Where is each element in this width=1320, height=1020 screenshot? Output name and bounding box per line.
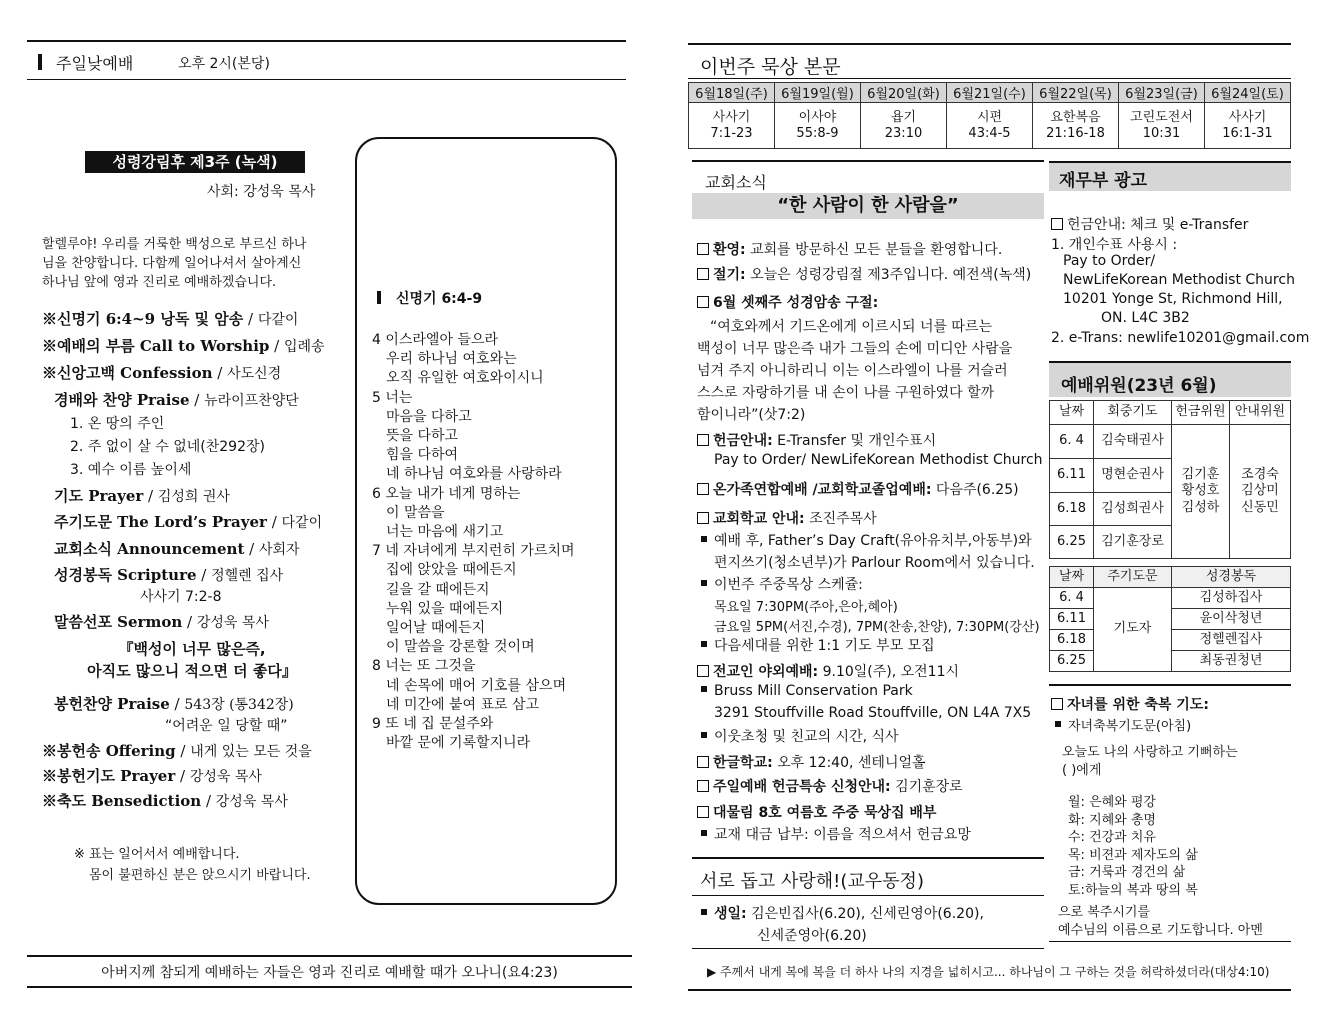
scripture-bar-mark bbox=[377, 291, 381, 304]
checkbox-icon bbox=[697, 780, 709, 792]
news-joint-head: 온가족연합예배 /교회학교졸업예배: bbox=[713, 482, 932, 498]
finance-head: 헌금안내: 체크 및 e-Transfer bbox=[1051, 214, 1248, 234]
news-school-head: 교회학교 안내: bbox=[713, 511, 805, 527]
meditation-book: 사사기 bbox=[712, 109, 751, 125]
scripture-line: 6 오늘 내가 네게 명하는 bbox=[372, 485, 521, 502]
order-name: 말씀선포 Sermon bbox=[54, 613, 183, 631]
order-detail: 정헬렌 집사 bbox=[211, 568, 284, 584]
order-item bbox=[42, 740, 312, 761]
news-picnic-head: 전교인 야외예배: bbox=[713, 664, 819, 680]
scripture-box-title: 신명기 6:4-9 bbox=[396, 291, 483, 307]
presider: 사회: 강성욱 목사 bbox=[207, 184, 316, 200]
memory-line: 백성이 너무 많은즉 내가 그들의 손에 미디안 사람을 bbox=[697, 341, 1013, 357]
news-school bbox=[697, 508, 877, 528]
child-prayer-day: 금: 거룩과 경건의 삶 bbox=[1068, 865, 1186, 881]
scripture-line: 힘을 다하여 bbox=[386, 447, 459, 464]
school-item: 예배 후, Father’s Day Craft(유아유치부,아동부)와 bbox=[701, 530, 1032, 550]
order-name: ※축도 Bensediction bbox=[42, 792, 202, 810]
picnic-place: Bruss Mill Conservation Park bbox=[701, 683, 913, 699]
meditation-passage bbox=[775, 103, 861, 149]
staff-header: 회중기도 bbox=[1094, 401, 1172, 425]
meditation-date: 6월22일(목) bbox=[1033, 83, 1119, 103]
order-name: 봉헌찬양 Praise bbox=[54, 695, 170, 713]
meditation-verse: 10:31 bbox=[1142, 125, 1181, 141]
news-joint bbox=[697, 479, 1019, 499]
week-title: 성령강림후 제3주 (녹색) bbox=[85, 151, 305, 173]
news-special-head: 주일예배 헌금특송 신청안내: bbox=[713, 779, 891, 795]
scripture-line: 네 하나님 여호와를 사랑하라 bbox=[386, 466, 562, 483]
meditation-verse: 43:4-5 bbox=[968, 125, 1011, 141]
meditation-sub-rule bbox=[688, 78, 1291, 79]
finance-email: 2. e-Trans: newlife10201@gmail.com bbox=[1051, 330, 1310, 346]
scripture-line: 길을 갈 때에든지 bbox=[386, 581, 490, 598]
finance-line: 1. 개인수표 사용시 : bbox=[1051, 237, 1178, 253]
memory-line: “여호와께서 기드온에게 이르시되 너를 따르는 bbox=[710, 319, 993, 335]
order-sep: / bbox=[196, 566, 212, 584]
order-name: ※신명기 6:4~9 낭독 및 암송 bbox=[42, 310, 244, 328]
prayer-parents: 다음세대를 위한 1:1 기도 부모 모집 bbox=[701, 635, 935, 655]
staff-date: 6.11 bbox=[1050, 459, 1094, 493]
meditation-passage bbox=[689, 103, 775, 149]
header-bar-mark bbox=[38, 54, 42, 70]
reader-name: 윤이삭청년 bbox=[1172, 609, 1291, 630]
checkbox-icon bbox=[697, 512, 709, 524]
order-detail: 543장 (통342장) bbox=[184, 697, 294, 713]
finance-line: Pay to Order/ bbox=[1063, 253, 1156, 269]
child-prayer-end: 으로 복주시기를 bbox=[1058, 905, 1151, 920]
news-special bbox=[697, 776, 963, 796]
memory-line: 넘겨 주지 아니하리니 이는 이스라엘이 나를 거슬러 bbox=[697, 363, 1008, 379]
meditation-date: 6월18일(주) bbox=[689, 83, 775, 103]
bullet-icon bbox=[701, 536, 707, 542]
news-offering-text: E-Transfer 및 개인수표시 bbox=[772, 433, 937, 449]
news-school-text: 조진주목사 bbox=[804, 511, 877, 527]
order-name: ※봉헌송 Offering bbox=[42, 742, 176, 760]
header-top-rule bbox=[27, 40, 626, 42]
order-name: ※신앙고백 Confession bbox=[42, 364, 213, 382]
meditation-verse: 21:16-18 bbox=[1046, 125, 1105, 141]
order-item bbox=[42, 765, 262, 786]
meditation-verse: 23:10 bbox=[884, 125, 923, 141]
scripture-line: 7 네 자녀에게 부지런히 가르치며 bbox=[372, 543, 575, 560]
order-sep: / bbox=[244, 540, 259, 558]
news-season-head: 절기: bbox=[713, 267, 746, 283]
staff-date: 6.25 bbox=[1050, 526, 1094, 559]
order-sep: / bbox=[169, 695, 185, 713]
order-sep: / bbox=[143, 487, 158, 505]
order-name: 주기도문 The Lord’s Prayer bbox=[54, 513, 267, 531]
scripture-line: 이 말씀을 강론할 것이며 bbox=[386, 639, 535, 656]
child-prayer-day: 토:하늘의 복과 땅의 복 bbox=[1068, 883, 1198, 898]
scripture-ref: 사사기 7:2-8 bbox=[140, 589, 222, 605]
note-sitting: 몸이 불편하신 분은 앉으시기 바랍니다. bbox=[89, 868, 311, 883]
child-prayer-sub: 자녀축복기도문(아침) bbox=[1055, 715, 1191, 734]
meditation-table bbox=[688, 82, 1291, 149]
news-season-text: 오늘은 성령강림절 제3주입니다. 예전색(녹색) bbox=[745, 267, 1032, 283]
service-time: 오후 2시(본당) bbox=[178, 56, 270, 72]
scripture-line: 이 말씀을 bbox=[386, 504, 445, 521]
meditation-book: 고린도전서 bbox=[1130, 109, 1193, 125]
checkbox-icon bbox=[697, 296, 709, 308]
scripture-line: 바깥 문에 기록할지니라 bbox=[386, 735, 531, 752]
meditation-passage bbox=[861, 103, 947, 149]
scripture-line: 9 또 네 집 문설주와 bbox=[372, 716, 494, 732]
order-detail: 다같이 bbox=[281, 515, 323, 531]
child-prayer-bottom-rule bbox=[1049, 941, 1291, 942]
order-sep: / bbox=[269, 337, 284, 355]
reader-header-row bbox=[1050, 567, 1291, 588]
checkbox-icon bbox=[697, 243, 709, 255]
order-item bbox=[54, 611, 269, 632]
checkbox-icon bbox=[697, 665, 709, 677]
order-sep: / bbox=[243, 310, 258, 328]
order-sep: / bbox=[175, 742, 191, 760]
praise-song: 2. 주 없이 살 수 없네(찬292장) bbox=[70, 439, 265, 455]
scripture-line: 4 이스라엘아 들으라 bbox=[372, 332, 498, 348]
intro-line-2: 님을 찬양합니다. 다함께 일어나셔서 살아계신 bbox=[42, 256, 302, 271]
staff-table bbox=[1049, 400, 1291, 559]
bullet-icon bbox=[701, 686, 707, 692]
order-name: 성경봉독 Scripture bbox=[54, 566, 197, 584]
fellowship-bottom-rule bbox=[692, 948, 1044, 949]
reader-name: 김성하집사 bbox=[1172, 588, 1291, 609]
news-picnic-text: 9.10일(주), 오전11시 bbox=[818, 664, 960, 680]
scripture-line: 네 손목에 매어 기호를 삼으며 bbox=[386, 677, 567, 694]
school-item-cont: 편지쓰기(청소년부)가 Parlour Room에서 있습니다. bbox=[714, 555, 1035, 571]
intro-line-3: 하나님 앞에 영과 진리로 예배하겠습니다. bbox=[42, 275, 277, 290]
checkbox-icon bbox=[697, 268, 709, 280]
finance-line: NewLifeKorean Methodist Church bbox=[1063, 272, 1295, 288]
memory-line: 함이니라”(삿7:2) bbox=[697, 407, 806, 423]
order-item bbox=[54, 564, 283, 585]
scripture-line: 5 너는 bbox=[372, 389, 413, 406]
booklet-item: 교재 대금 납부: 이름을 적으셔서 헌금요망 bbox=[701, 824, 971, 844]
reader-date: 6. 4 bbox=[1050, 588, 1094, 609]
order-name: 기도 Prayer bbox=[54, 487, 144, 505]
fellowship-top-rule bbox=[692, 857, 1044, 859]
bullet-icon bbox=[701, 830, 707, 836]
news-memory-head: 6월 셋째주 성경암송 구절: bbox=[713, 295, 879, 311]
right-footer-rule bbox=[688, 989, 1291, 991]
order-name: ※예배의 부름 Call to Worship bbox=[42, 337, 270, 355]
staff-title: 예배위원(23년 6월) bbox=[1061, 376, 1217, 396]
order-item bbox=[54, 538, 300, 559]
fellowship-title: 서로 돕고 사랑해!(교우동정) bbox=[700, 871, 924, 892]
child-prayer-rule bbox=[1049, 684, 1291, 686]
usher-team: 조경숙 김상미 신동민 bbox=[1230, 425, 1291, 559]
schedule-head: 이번주 주중목상 스케쥴: bbox=[701, 574, 863, 594]
child-prayer-day: 수: 건강과 치유 bbox=[1068, 830, 1156, 846]
order-detail: 뉴라이프찬양단 bbox=[204, 393, 299, 409]
scripture-line: 누워 있을 때에든지 bbox=[386, 600, 504, 617]
news-hangul-head: 한글학교: bbox=[713, 755, 773, 771]
reader-date: 6.25 bbox=[1050, 651, 1094, 672]
schedule-thu: 목요일 7:30PM(주아,은아,혜아) bbox=[714, 600, 898, 615]
order-detail: 내게 있는 모든 것을 bbox=[190, 744, 312, 760]
scripture-line: 너는 마음에 새기고 bbox=[386, 524, 504, 540]
meditation-passage bbox=[1033, 103, 1119, 149]
order-sep: / bbox=[182, 613, 197, 631]
news-picnic bbox=[697, 661, 959, 681]
staff-prayer: 명현순권사 bbox=[1094, 459, 1172, 493]
meditation-book: 요한복음 bbox=[1050, 109, 1101, 125]
child-prayer-line: 오늘도 나의 사랑하고 기뻐하는 bbox=[1062, 745, 1238, 760]
reader-header: 주기도문 bbox=[1094, 567, 1172, 588]
staff-prayer: 김숙태권사 bbox=[1094, 425, 1172, 459]
checkbox-icon bbox=[1051, 218, 1063, 230]
picnic-address: 3291 Stouffville Road Stouffville, ON L4A 7X5 bbox=[714, 705, 1032, 721]
order-item bbox=[42, 308, 298, 329]
order-item bbox=[54, 693, 294, 714]
meditation-date: 6월20일(화) bbox=[861, 83, 947, 103]
reader-name: 정헬렌집사 bbox=[1172, 630, 1291, 651]
reader-name: 최동권청년 bbox=[1172, 651, 1291, 672]
scripture-line: 집에 앉았을 때에든지 bbox=[386, 562, 517, 579]
news-offering bbox=[697, 430, 936, 450]
note-standing: ※ 표는 일어서서 예배합니다. bbox=[74, 847, 240, 862]
meditation-date: 6월19일(월) bbox=[775, 83, 861, 103]
news-welcome bbox=[697, 239, 1002, 259]
lords-prayer-leader: 기도자 bbox=[1094, 588, 1172, 672]
order-detail: 강성욱 목사 bbox=[196, 615, 269, 631]
staff-header: 헌금위원 bbox=[1172, 401, 1230, 425]
meditation-passage bbox=[1205, 103, 1291, 149]
staff-header-row bbox=[1050, 401, 1291, 425]
news-offering-head: 헌금안내: bbox=[713, 433, 773, 449]
sermon-title-2: 아직도 많으니 적으면 더 좋다』 bbox=[87, 662, 297, 680]
child-prayer-end: 예수님의 이름으로 기도합니다. 아멘 bbox=[1058, 923, 1263, 938]
order-sep: / bbox=[175, 767, 190, 785]
bullet-icon bbox=[701, 732, 707, 738]
scripture-line: 일어날 때에든지 bbox=[386, 620, 486, 636]
meditation-verse: 16:1-31 bbox=[1222, 125, 1273, 141]
meditation-passage bbox=[947, 103, 1033, 149]
news-season bbox=[697, 264, 1031, 284]
reader-date: 6.18 bbox=[1050, 630, 1094, 651]
meditation-verse: 55:8-9 bbox=[796, 125, 839, 141]
right-footer-verse: ▶ 주께서 내게 복에 복을 더 하사 나의 지경을 넓히시고... 하나님이 그 구하는 것을 허락하셨더라(대상4:10) bbox=[707, 965, 1270, 979]
meditation-date-row bbox=[689, 83, 1291, 103]
left-footer-rule-top bbox=[27, 955, 632, 957]
child-prayer-line: ( )에게 bbox=[1062, 763, 1102, 778]
order-item bbox=[54, 511, 322, 532]
picnic-invite: 이웃초청 및 친교의 시간, 식사 bbox=[701, 726, 899, 746]
intro-line-1: 할렐루야! 우리를 거룩한 백성으로 부르신 하나 bbox=[42, 237, 307, 252]
finance-line: 10201 Yonge St, Richmond Hill, bbox=[1063, 291, 1283, 307]
header-bottom-rule bbox=[27, 79, 626, 80]
order-detail: 김성희 권사 bbox=[157, 489, 230, 505]
news-special-text: 김기훈장로 bbox=[890, 779, 963, 795]
order-detail: 사회자 bbox=[258, 542, 300, 558]
order-item bbox=[42, 362, 281, 383]
service-title: 주일낮예배 bbox=[56, 54, 134, 73]
news-hangul-text: 오후 12:40, 센테니얼홀 bbox=[772, 755, 926, 771]
meditation-passage bbox=[1119, 103, 1205, 149]
staff-prayer: 김성희권사 bbox=[1094, 493, 1172, 526]
order-sep: / bbox=[201, 792, 216, 810]
praise-song: 1. 온 땅의 주인 bbox=[70, 416, 165, 432]
finance-line: ON. L4C 3B2 bbox=[1101, 310, 1190, 326]
order-name: ※봉헌기도 Prayer bbox=[42, 767, 176, 785]
birthday-line bbox=[701, 903, 984, 923]
order-item bbox=[42, 790, 288, 811]
order-name: 교회소식 Announcement bbox=[54, 540, 245, 558]
reader-header: 날짜 bbox=[1050, 567, 1094, 588]
reader-row bbox=[1050, 588, 1291, 609]
scripture-line: 우리 하나님 여호와는 bbox=[386, 351, 517, 368]
staff-header: 안내위원 bbox=[1230, 401, 1291, 425]
meditation-book: 이사야 bbox=[798, 109, 837, 125]
birthday-head: 생일: bbox=[714, 906, 747, 922]
bullet-icon bbox=[1055, 721, 1061, 727]
checkbox-icon bbox=[697, 756, 709, 768]
checkbox-icon bbox=[697, 806, 709, 818]
news-top-rule bbox=[692, 160, 1044, 162]
meditation-date: 6월21일(수) bbox=[947, 83, 1033, 103]
child-prayer-day: 목: 비젼과 제자도의 삶 bbox=[1068, 847, 1198, 863]
reader-table bbox=[1049, 566, 1291, 672]
staff-header: 날짜 bbox=[1050, 401, 1094, 425]
meditation-passage-row bbox=[689, 103, 1291, 149]
order-sep: / bbox=[212, 364, 228, 382]
news-title: 교회소식 bbox=[705, 173, 767, 192]
staff-prayer: 김기훈장로 bbox=[1094, 526, 1172, 559]
meditation-date: 6월23일(금) bbox=[1119, 83, 1205, 103]
news-welcome-text: 교회를 방문하신 모든 분들을 환영합니다. bbox=[745, 242, 1003, 258]
meditation-top-rule bbox=[688, 43, 1291, 45]
order-name: 경배와 찬양 Praise bbox=[54, 391, 190, 409]
checkbox-icon bbox=[1051, 698, 1063, 710]
finance-title: 재무부 광고 bbox=[1059, 171, 1148, 191]
staff-date: 6. 4 bbox=[1050, 425, 1094, 459]
news-motto: “한 사람이 한 사람을” bbox=[692, 193, 1044, 219]
reader-header: 성경봉독 bbox=[1172, 567, 1291, 588]
meditation-book: 욥기 bbox=[890, 109, 917, 125]
fellowship-sub-rule bbox=[692, 895, 1044, 896]
memory-line: 스스로 자랑하기를 내 손이 나를 구원하였다 할까 bbox=[697, 385, 995, 401]
order-detail: 다같이 bbox=[257, 312, 299, 328]
birthday-line-2: 신세준영아(6.20) bbox=[757, 928, 867, 944]
news-booklet bbox=[697, 802, 936, 822]
order-detail: 사도신경 bbox=[227, 366, 282, 382]
finance-title-bar bbox=[1049, 161, 1291, 191]
checkbox-icon bbox=[697, 434, 709, 446]
news-joint-text: 다음주(6.25) bbox=[931, 482, 1019, 498]
checkbox-icon bbox=[697, 483, 709, 495]
left-footer-verse: 아버지께 참되게 예배하는 자들은 영과 진리로 예배할 때가 오나니(요4:23) bbox=[101, 965, 558, 981]
bullet-icon bbox=[701, 580, 707, 586]
staff-row bbox=[1050, 425, 1291, 459]
schedule-fri: 금요일 5PM(서진,수경), 7PM(찬송,찬양), 7:30PM(강산) bbox=[714, 620, 1040, 635]
child-prayer-day: 화: 지혜와 총명 bbox=[1068, 812, 1156, 828]
order-item bbox=[42, 335, 325, 356]
news-booklet-head: 대물림 8호 여름호 주중 묵상집 배부 bbox=[713, 805, 937, 821]
scripture-line: 오직 유일한 여호와이시니 bbox=[386, 370, 544, 387]
news-memory bbox=[697, 292, 878, 312]
news-hangul bbox=[697, 752, 926, 772]
praise-song-title: “어려운 일 당할 때” bbox=[165, 718, 288, 734]
order-detail: 강성욱 목사 bbox=[189, 769, 262, 785]
scripture-line: 네 미간에 붙여 표로 삼고 bbox=[386, 696, 540, 713]
news-offering-line2: Pay to Order/ NewLifeKorean Methodist Church bbox=[714, 452, 1043, 468]
staff-date: 6.18 bbox=[1050, 493, 1094, 526]
bullet-icon bbox=[701, 909, 707, 915]
sermon-title-1: 『백성이 너무 많은즉, bbox=[118, 640, 266, 658]
scripture-line: 마음을 다하고 bbox=[386, 408, 472, 425]
meditation-verse: 7:1-23 bbox=[710, 125, 753, 141]
child-prayer-day: 월: 은혜와 평강 bbox=[1068, 795, 1156, 810]
meditation-book: 시편 bbox=[976, 109, 1003, 125]
reader-date: 6.11 bbox=[1050, 609, 1094, 630]
news-welcome-head: 환영: bbox=[713, 242, 746, 258]
scripture-line: 뜻을 다하고 bbox=[386, 428, 459, 444]
left-footer-rule-bottom bbox=[27, 986, 632, 988]
staff-title-bar bbox=[1049, 361, 1291, 397]
meditation-title: 이번주 묵상 본문 bbox=[700, 56, 841, 78]
order-sep: / bbox=[266, 513, 282, 531]
meditation-date: 6월24일(토) bbox=[1205, 83, 1291, 103]
scripture-line: 8 너는 또 그것을 bbox=[372, 658, 476, 675]
order-item bbox=[54, 389, 299, 410]
offering-team: 김기훈 황성호 김성하 bbox=[1172, 425, 1230, 559]
bullet-icon bbox=[701, 641, 707, 647]
order-item bbox=[54, 485, 230, 506]
child-prayer-title: 자녀를 위한 축복 기도: bbox=[1051, 694, 1209, 714]
order-detail: 입례송 bbox=[284, 339, 325, 355]
praise-song: 3. 예수 이름 높이세 bbox=[70, 462, 192, 478]
order-sep: / bbox=[189, 391, 205, 409]
birthday-names: 김은빈집사(6.20), 신세린영아(6.20), bbox=[746, 906, 984, 922]
meditation-book: 사사기 bbox=[1228, 109, 1267, 125]
order-detail: 강성욱 목사 bbox=[215, 794, 288, 810]
